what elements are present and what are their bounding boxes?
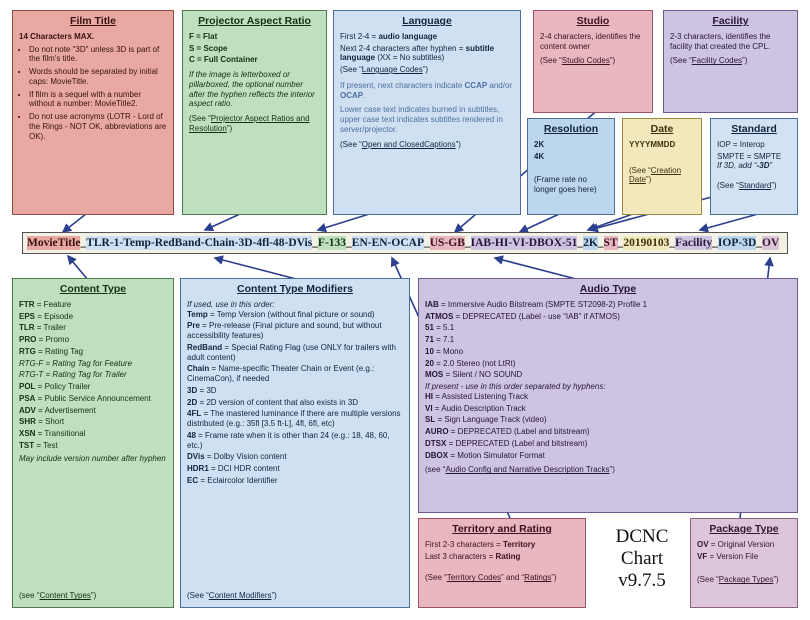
list-item — [187, 321, 403, 341]
resolution-4k: 4K — [534, 151, 545, 161]
list-item — [187, 476, 403, 486]
box-facility — [663, 10, 798, 113]
term: 2D — [187, 397, 198, 407]
package-see: (See “Package Types”) — [697, 575, 779, 585]
list-item — [187, 464, 403, 474]
chart-version-title — [594, 520, 690, 595]
list-item — [187, 409, 403, 429]
chart-version: v9.7.5 — [618, 569, 666, 591]
content-type-modifiers-list — [187, 310, 403, 486]
definition: = Eclaircolor Identifier — [198, 475, 278, 485]
cpl-segment: _ — [80, 237, 87, 249]
definition: = Audio Description Track — [432, 403, 526, 413]
box-title: Film Title — [70, 15, 116, 27]
definition: = Rating Tag — [35, 346, 84, 356]
term: HI — [425, 391, 433, 401]
definition: = Transitional — [35, 429, 86, 439]
box-title: Audio Type — [579, 283, 637, 295]
content-type-list — [19, 300, 167, 451]
list-item — [187, 364, 403, 384]
list-item — [19, 382, 167, 392]
term: 51 — [425, 323, 434, 333]
list-item — [187, 452, 403, 462]
standard-see: (See “Standard”) — [717, 181, 777, 191]
list-item — [425, 347, 791, 357]
list-item — [187, 398, 403, 408]
ctm-see: (See “Content Modifiers”) — [187, 591, 277, 601]
term: TST — [19, 440, 35, 450]
cpl-name-string — [22, 232, 788, 254]
territory-line: First 2-3 characters = Territory — [425, 539, 536, 549]
box-title: Projector Aspect Ratio — [198, 15, 311, 27]
list-item: • Do not note "3D" unless 3D is part of the film's title. — [29, 45, 167, 65]
definition: = Trailer — [34, 323, 66, 333]
box-audio-type — [418, 278, 798, 513]
link-audio-config[interactable]: Audio Config and Narrative Description Tracks — [445, 465, 610, 475]
box-resolution — [527, 118, 615, 215]
list-item — [187, 386, 403, 396]
cpl-segment: US-GB — [429, 237, 465, 249]
box-title: Facility — [712, 15, 749, 27]
standard-iop: IOP = Interop — [717, 139, 765, 149]
link-studio-codes[interactable]: Studio Codes — [561, 56, 610, 66]
cpl-segment: MovieTitle — [27, 237, 81, 249]
cpl-segment: 2K — [583, 237, 598, 249]
package-ov: OV = Original Version — [697, 539, 775, 549]
list-item — [19, 323, 167, 333]
box-projector-aspect-ratio — [182, 10, 327, 215]
term: MOS — [425, 370, 444, 380]
box-standard — [710, 118, 798, 215]
term: RTG — [19, 346, 36, 356]
link-package-types[interactable]: Package Types — [718, 575, 774, 585]
audio-see: (see “Audio Config and Narrative Description Tracks”) — [425, 465, 615, 475]
date-see: (See “Creation Date”) — [629, 165, 682, 185]
list-item — [187, 343, 403, 363]
definition: = Promo — [36, 335, 70, 345]
cpl-segment: _ — [617, 237, 624, 249]
studio-see: (See “Studio Codes”) — [540, 56, 616, 66]
definition: = DCI HDR content — [208, 464, 280, 474]
list-item — [19, 417, 167, 427]
list-item: • If film is a sequel with a number without a number: MovieTitle2. — [29, 90, 167, 110]
definition: = Assisted Listening Track — [433, 391, 528, 401]
term: SHR — [19, 417, 36, 427]
box-title: Language — [402, 15, 452, 27]
cpl-segment: _ — [577, 237, 584, 249]
term: 20 — [425, 358, 434, 368]
definition: = 2D version of content that also exists in 3D — [197, 397, 358, 407]
link-standard[interactable]: Standard — [738, 181, 772, 191]
term: DTSX — [425, 438, 447, 448]
term: VI — [425, 403, 433, 413]
par-full-container: C = Full Container — [189, 55, 258, 65]
content-type-see: (see “Content Types”) — [19, 591, 97, 601]
cpl-segment: 20190103 — [623, 237, 670, 249]
term: 10 — [425, 346, 434, 356]
term: POL — [19, 382, 36, 392]
definition: = The mastered luminance if there are multiple versions distributed (e.g.: 35fl [3.5 ft-L], 4fl, 6fl, etc) — [187, 409, 401, 429]
definition: = 3D — [197, 385, 217, 395]
list-item — [187, 310, 403, 320]
term: EPS — [19, 311, 36, 321]
cpl-segment: IAB-HI-VI-DBOX-51 — [470, 237, 578, 249]
term: 48 — [187, 430, 196, 440]
list-item — [425, 439, 791, 449]
box-package-type — [690, 518, 798, 608]
link-content-modifiers[interactable]: Content Modifiers — [208, 591, 272, 601]
definition: = Dolby Vision content — [204, 452, 287, 462]
list-item — [19, 347, 167, 357]
definition: = Name-specific Theater Chain or Event (e.g.: CinemaCon), if needed — [187, 364, 375, 384]
cpl-segment: TLR-1-Temp-RedBand-Chain-3D-4fl-48-DVis — [86, 237, 313, 249]
resolution-note: (Frame rate no longer goes here) — [534, 175, 597, 195]
list-item — [425, 300, 791, 310]
term: 3D — [187, 385, 198, 395]
definition: = Motion Simulator Format — [448, 450, 545, 460]
cpl-segment: ST — [603, 237, 618, 249]
film-title-bullets — [29, 45, 167, 142]
list-item — [425, 359, 791, 369]
term: 71 — [425, 335, 434, 345]
term: 4FL — [187, 409, 202, 419]
cpl-segment: _ — [756, 237, 763, 249]
list-item — [425, 392, 791, 402]
term: IAB — [425, 299, 439, 309]
list-item — [19, 300, 167, 310]
package-vf: VF = Version File — [697, 551, 759, 561]
language-line-4: Lower case text indicates burned in subtitles, upper case text indicates subtitles rendered in server/projector. — [340, 105, 503, 134]
list-item: • Do not use acronyms (LOTR - Lord of the Rings - NOT OK, abbreviations are OK). — [29, 112, 167, 141]
term: DBOX — [425, 450, 449, 460]
cpl-segment: IOP-3D — [717, 237, 757, 249]
definition: = Episode — [35, 311, 74, 321]
box-territory-rating — [418, 518, 586, 608]
list-item — [425, 415, 791, 425]
par-flat: F = Flat — [189, 31, 218, 41]
term: TLR — [19, 323, 35, 333]
definition: = Pre-release (Final picture and sound, but without accessibility features) — [187, 321, 382, 341]
box-title: Resolution — [543, 123, 599, 135]
list-item — [19, 394, 167, 404]
audio-type-list — [425, 300, 791, 380]
cpl-segment: EN-EN-OCAP — [351, 237, 424, 249]
chart-name-line1: DCNC — [615, 526, 669, 547]
term: PRO — [19, 335, 37, 345]
language-line-2: Next 2-4 characters after hyphen = subtitle language (XX = No subtitles) — [340, 43, 495, 63]
list-item — [425, 404, 791, 414]
definition: = Special Rating Flag (use ONLY for trailers with adult content) — [187, 342, 396, 362]
language-see-2: (See “Open and ClosedCaptions”) — [340, 139, 461, 149]
definition: = Advertisement — [35, 405, 96, 415]
date-format: YYYYMMDD — [629, 139, 676, 149]
standard-3d-note: If 3D, add “-3D” — [717, 161, 773, 171]
term: FTR — [19, 299, 35, 309]
box-title: Studio — [576, 15, 610, 27]
link-territory-codes[interactable]: Territory Codes — [446, 573, 502, 583]
term: Temp — [187, 309, 208, 319]
box-content-type-modifiers — [180, 278, 410, 608]
list-item: • Words should be separated by initial caps: MovieTitle. — [29, 67, 167, 87]
language-see-1: (See “Language Codes”) — [340, 65, 429, 75]
list-item — [425, 451, 791, 461]
box-language — [333, 10, 521, 215]
term: ATMOS — [425, 311, 454, 321]
box-date — [622, 118, 702, 215]
term: DVis — [187, 452, 205, 462]
film-title-lead: 14 Characters MAX. — [19, 31, 95, 41]
definition: = Public Service Announcement — [35, 393, 151, 403]
list-item — [19, 312, 167, 322]
par-scope: S = Scope — [189, 43, 228, 53]
link-projector-aspect-ratios[interactable]: Projector Aspect Ratios and Resolution — [189, 114, 310, 133]
definition: = 7.1 — [433, 335, 455, 345]
term: PSA — [19, 393, 36, 403]
definition: = Test — [34, 440, 58, 450]
definition: = DEPRECATED (Label and bitstream) — [446, 438, 588, 448]
ctm-intro: If used, use in this order: — [187, 299, 275, 309]
audio-type-list-2 — [425, 392, 791, 461]
box-studio — [533, 10, 653, 113]
cpl-segment: F-133 — [317, 237, 347, 249]
link-ratings[interactable]: Ratings — [524, 573, 552, 583]
definition: = Policy Trailer — [35, 382, 91, 392]
definition: = DEPRECATED (Label and bitstream) — [448, 427, 590, 437]
link-open-closed-captions[interactable]: Open and ClosedCaptions — [361, 139, 456, 149]
list-item — [19, 370, 167, 380]
cpl-segment: Facility — [675, 237, 713, 249]
term: AURO — [425, 427, 449, 437]
par-see: (See “Projector Aspect Ratios and Resolution”) — [189, 114, 310, 133]
term: ADV — [19, 405, 36, 415]
cpl-segment: _ — [312, 237, 318, 249]
list-item — [425, 427, 791, 437]
link-facility-codes[interactable]: Facility Codes — [691, 56, 743, 66]
list-item — [425, 312, 791, 322]
term: Chain — [187, 364, 210, 374]
box-title: Content Type Modifiers — [237, 283, 353, 295]
language-line-3: If present, next characters indicate CCAP and/or OCAP. — [340, 80, 513, 100]
facility-desc: 2-3 characters, identifies the facility that created the CPL. — [670, 31, 771, 51]
term: RTG-T — [19, 370, 44, 380]
term: XSN — [19, 429, 36, 439]
definition: = Rating Tag for Trailer — [43, 370, 127, 380]
term: EC — [187, 475, 199, 485]
definition: = Silent / NO SOUND — [443, 370, 523, 380]
facility-see: (See “Facility Codes”) — [670, 56, 748, 66]
resolution-2k: 2K — [534, 139, 545, 149]
term: RedBand — [187, 342, 223, 352]
term: SL — [425, 415, 436, 425]
list-item — [425, 370, 791, 380]
cpl-segment: _ — [597, 237, 604, 249]
cpl-segment: _ — [712, 237, 718, 249]
definition: = 5.1 — [433, 323, 455, 333]
rating-line: Last 3 characters = Rating — [425, 551, 521, 561]
content-type-note: May include version number after hyphen — [19, 453, 166, 463]
list-item — [19, 441, 167, 451]
definition: = DEPRECATED (Label - use “IAB” if ATMOS) — [453, 311, 620, 321]
chart-name-line2: Chart — [620, 547, 664, 569]
par-note: If the image is letterboxed or pillarboxed, the optional number after the hyphen reflects the interior aspect ratio. — [189, 70, 315, 109]
list-item — [425, 335, 791, 345]
territory-see: (See “Territory Codes” and “Ratings”) — [425, 573, 557, 583]
definition: = Feature — [34, 299, 72, 309]
link-content-types[interactable]: Content Types — [39, 591, 91, 601]
box-title: Territory and Rating — [452, 523, 552, 535]
box-film-title — [12, 10, 174, 215]
definition: = Frame rate when it is other than 24 (e.g.: 18, 48, 60, etc.) — [187, 430, 390, 450]
cpl-segment: OV — [762, 237, 780, 249]
definition: = Sign Language Track (video) — [435, 415, 547, 425]
cpl-segment: _ — [346, 237, 352, 249]
list-item — [19, 359, 167, 369]
definition: = 2.0 Stereo (not LtRt) — [433, 358, 516, 368]
list-item — [187, 431, 403, 451]
term: RTG-F — [19, 358, 44, 368]
box-title: Content Type — [59, 283, 127, 295]
definition: = Rating Tag for Feature — [43, 358, 133, 368]
audio-order-note: If present - use in this order separated by hyphens: — [425, 382, 606, 392]
definition: = Immersive Audio Bitstream (SMPTE ST2098-2) Profile 1 — [438, 299, 648, 309]
box-content-type — [12, 278, 174, 608]
list-item — [19, 429, 167, 439]
link-language-codes[interactable]: Language Codes — [361, 65, 423, 75]
link-creation-date[interactable]: Creation Date — [629, 165, 682, 185]
cpl-segment: _ — [669, 237, 676, 249]
term: HDR1 — [187, 464, 209, 474]
standard-smpte: SMPTE = SMPTE — [717, 151, 782, 161]
box-title: Standard — [731, 123, 777, 135]
list-item — [19, 335, 167, 345]
cpl-segment: _ — [423, 237, 430, 249]
language-line-1: First 2-4 = audio language — [340, 31, 438, 41]
box-title: Package Type — [709, 523, 779, 535]
list-item — [425, 323, 791, 333]
definition: = Short — [35, 417, 65, 427]
definition: = Temp Version (without final picture or sound) — [207, 309, 375, 319]
definition: = Mono — [433, 346, 464, 356]
box-title: Date — [650, 123, 674, 135]
studio-desc: 2-4 characters, identifies the content owner — [540, 31, 641, 51]
term: Pre — [187, 321, 200, 331]
cpl-segment: _ — [464, 237, 471, 249]
list-item — [19, 406, 167, 416]
